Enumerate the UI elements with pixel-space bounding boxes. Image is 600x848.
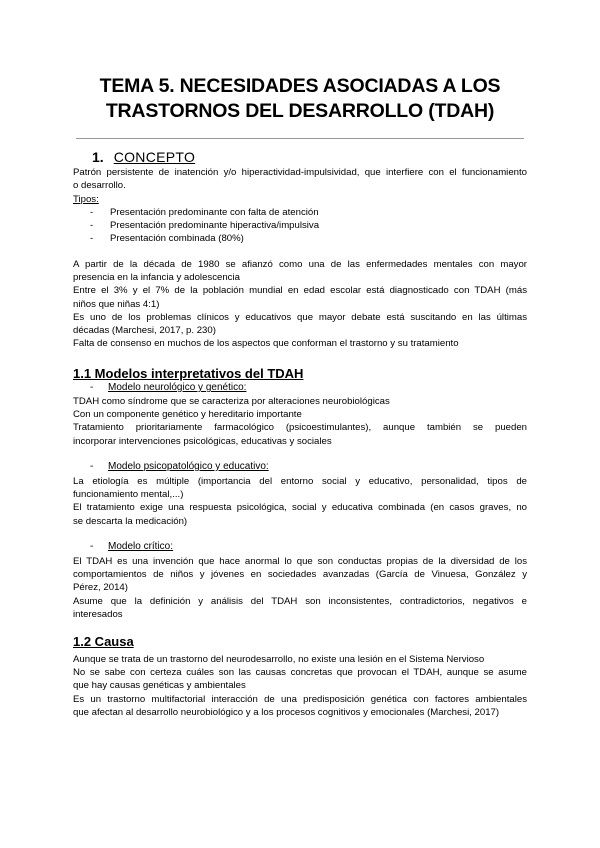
model-1-subheading bbox=[90, 382, 246, 393]
section-title: CONCEPTO bbox=[113, 149, 196, 165]
text-line: Es uno de los problemas clínicos y educativos que mayor debate está suscitando en las últimas bbox=[73, 311, 527, 323]
list-item-text: Presentación predominante hiperactiva/impulsiva bbox=[110, 220, 320, 231]
dash-bullet-icon: - bbox=[90, 233, 94, 244]
text-line: Aunque se trata de un trastorno del neurodesarrollo, no existe una lesión en el Sistema Nervioso bbox=[73, 654, 485, 665]
section-1-1-heading: 1.1 Modelos interpretativos del TDAH bbox=[73, 366, 304, 381]
dash-bullet-icon: - bbox=[90, 207, 94, 218]
text-line: Pérez, 2014) bbox=[73, 582, 128, 594]
text-line: Entre el 3% y el 7% de la población mundial en edad escolar está diagnosticado con TDAH (más bbox=[73, 285, 527, 297]
text-line: o desarrollo. bbox=[73, 180, 126, 192]
text-line: funcionamiento mental,...) bbox=[73, 489, 184, 501]
list-item-text: Presentación predominante con falta de atención bbox=[110, 207, 319, 218]
types-label: Tipos: bbox=[73, 194, 99, 205]
text-line: incorporar intervenciones psicológicas, educativas y sociales bbox=[73, 435, 332, 447]
page-title bbox=[60, 74, 540, 124]
concept-paragraphs bbox=[73, 258, 527, 350]
title-line-2: TRASTORNOS DEL DESARROLLO (TDAH) bbox=[105, 100, 495, 122]
dash-bullet-icon: - bbox=[90, 461, 94, 472]
text-line: Falta de consenso en muchos de los aspectos que conforman el trastorno y su tratamiento bbox=[73, 338, 459, 350]
text-line: presencia en la infancia y adolescencia bbox=[73, 272, 240, 284]
text-line: Con un componente genético y hereditario importante bbox=[73, 409, 302, 421]
text-line: que afectan al desarrollo neurobiológico y a los procesos cognitivos y emocionales (Marchesi, 2017) bbox=[73, 706, 500, 718]
model-2-subheading bbox=[90, 461, 269, 472]
dash-bullet-icon: - bbox=[90, 220, 94, 231]
section-number: 1. bbox=[92, 149, 104, 165]
text-line: A partir de la década de 1980 se afianzó como una de las enfermedades mentales con mayor bbox=[73, 259, 527, 270]
list-item-text: Presentación combinada (80%) bbox=[110, 233, 244, 244]
text-line: décadas (Marchesi, 2017, p. 230) bbox=[73, 325, 216, 337]
text-line: comportamientos de niños y jóvenes en sociedades avanzadas (García de Vinuesa, González y bbox=[73, 569, 527, 581]
section-1-heading bbox=[92, 149, 195, 165]
text-line: El TDAH es una invención que hace anormal lo que son conductas propias de la diversidad de los bbox=[73, 556, 527, 567]
title-line-1: TEMA 5. NECESIDADES ASOCIADAS A LOS bbox=[99, 75, 501, 97]
types-label-block bbox=[73, 193, 527, 206]
dash-bullet-icon: - bbox=[90, 382, 94, 393]
text-line: Asume que la definición y análisis del TDAH son inconsistentes, contradictorios, negativos e bbox=[73, 595, 527, 607]
text-line: Patrón persistente de inatención y/o hiperactividad-impulsividad, que interfiere con el funcionamiento bbox=[73, 167, 527, 178]
text-line: que hay causas genéticas y ambientales bbox=[73, 680, 246, 692]
text-line: El tratamiento exige una respuesta psicológica, social y educativa combinada (en casos graves, no bbox=[73, 502, 527, 514]
text-line: Es un trastorno multifactorial interacción de una predisposición genética con factores ambientales bbox=[73, 693, 527, 705]
model-2-text bbox=[73, 475, 527, 528]
model-title: Modelo psicopatológico y educativo: bbox=[108, 461, 269, 472]
definition-paragraph bbox=[73, 166, 527, 192]
text-line: niños que niñas 4:1) bbox=[73, 298, 160, 310]
model-title: Modelo neurológico y genético: bbox=[108, 382, 247, 393]
text-line: interesados bbox=[73, 608, 123, 620]
dash-bullet-icon: - bbox=[90, 541, 94, 552]
model-title: Modelo crítico: bbox=[108, 541, 174, 552]
title-divider bbox=[76, 138, 524, 139]
model-3-subheading bbox=[90, 541, 173, 552]
text-line: La etiología es múltiple (importancia del entorno social y educativo, personalidad, tipos de bbox=[73, 476, 527, 487]
cause-text bbox=[73, 653, 527, 719]
text-line: TDAH como síndrome que se caracteriza por alteraciones neurobiológicas bbox=[73, 396, 390, 407]
model-1-text bbox=[73, 395, 527, 448]
section-1-2-heading: 1.2 Causa bbox=[73, 634, 134, 649]
text-line: se descarta la medicación) bbox=[73, 515, 188, 527]
text-line: Tratamiento prioritariamente farmacológico (psicoestimulantes), aunque también se pueden bbox=[73, 422, 527, 434]
text-line: No se sabe con certeza cuáles son las causas concretas que provocan el TDAH, aunque se asume bbox=[73, 667, 527, 679]
model-3-text bbox=[73, 555, 527, 621]
